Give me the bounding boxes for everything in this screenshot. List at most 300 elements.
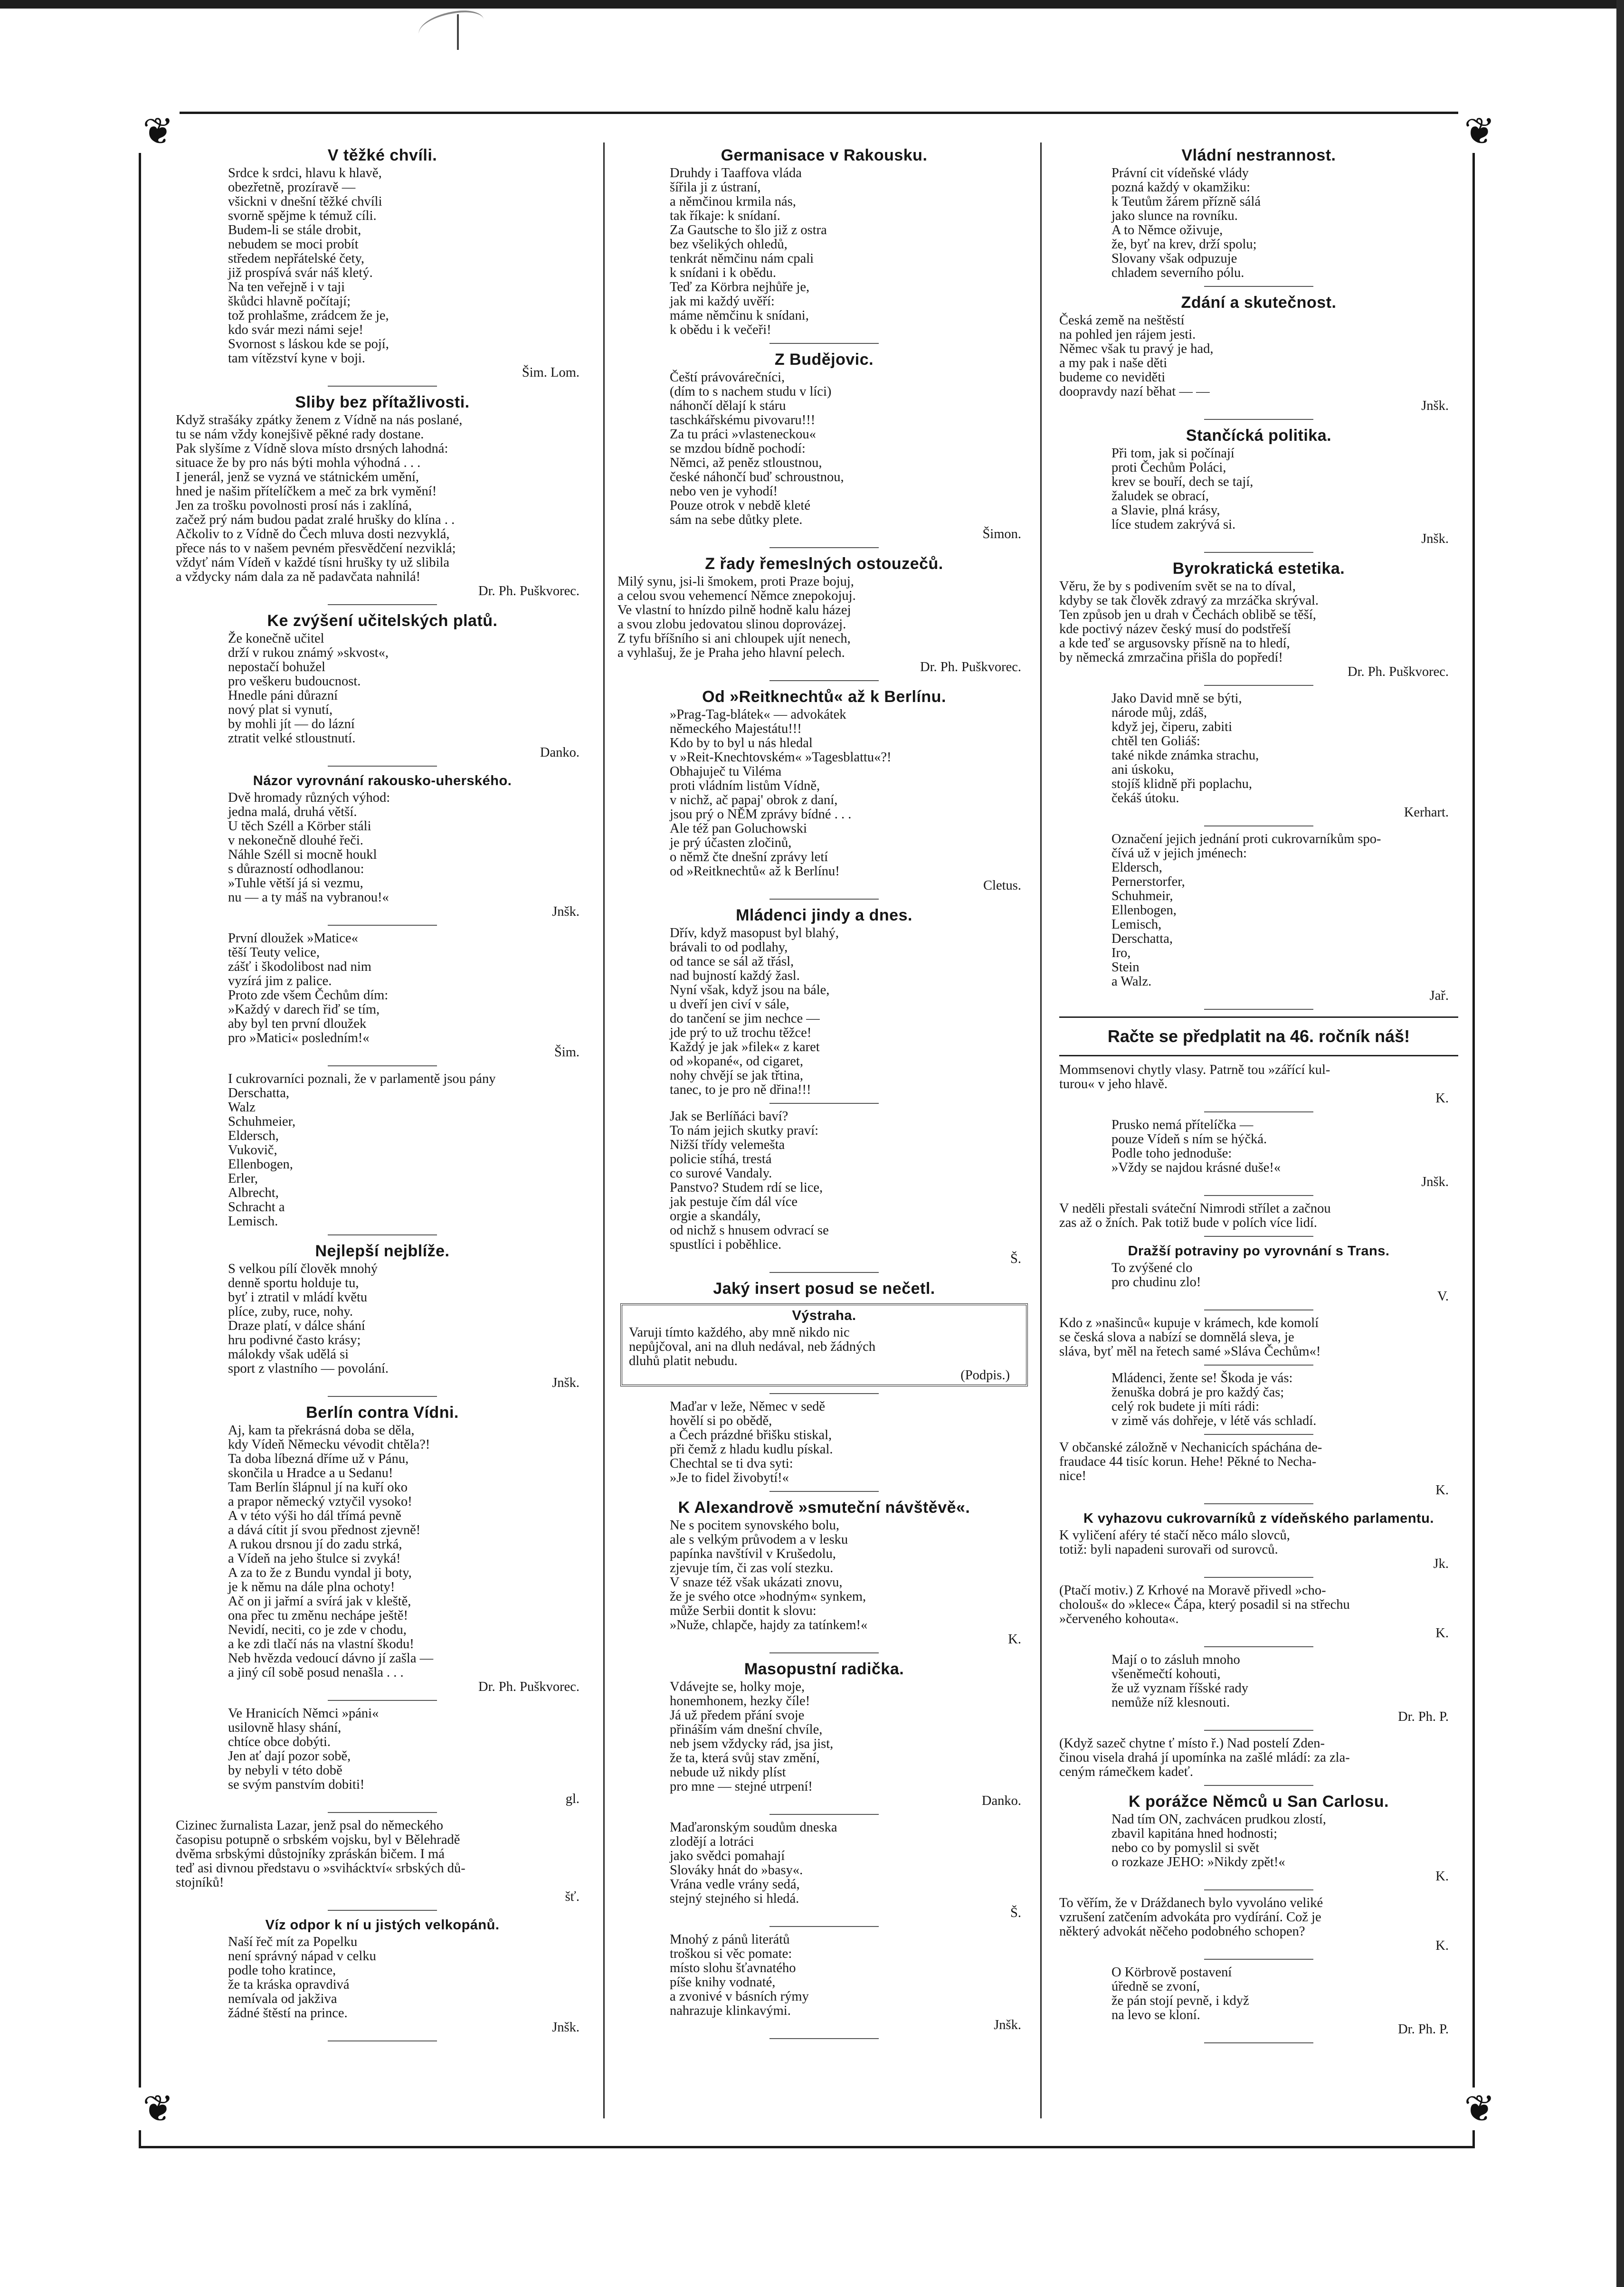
- text-line: První dloužek »Matice«: [228, 931, 358, 946]
- text-line: Derschatta,: [1111, 931, 1173, 946]
- article-title: Germanisace v Rakousku.: [721, 146, 928, 164]
- text-line: proti vládním listům Vídně,: [670, 778, 820, 793]
- signature: Š.: [1010, 1252, 1021, 1266]
- text-line: turou« v jeho hlavě.: [1059, 1077, 1168, 1091]
- text-line: nahrazuje klinkavými.: [670, 2003, 791, 2018]
- separator: [1204, 2042, 1313, 2043]
- article: [617, 1279, 1031, 1394]
- signature: Dr. Ph. Puškvorec.: [478, 584, 579, 598]
- text-line: kde poctivý název český musí do podstřeší: [1059, 622, 1291, 636]
- text-line: pro »Matici« posledním!«: [228, 1031, 370, 1045]
- text-line: dluhů platit nebudu.: [629, 1354, 738, 1368]
- text-line: obezřetně, prozíravě —: [228, 180, 356, 195]
- text-line: doopravdy nazí běhat — —: [1059, 384, 1210, 399]
- text-line: nad bujností každý žasl.: [670, 968, 800, 983]
- text-line: Mládenci, žente se! Škoda je vás:: [1111, 1371, 1293, 1385]
- text-line: Teď za Körbra nejhůře je,: [670, 280, 810, 294]
- text-line: Za Gautsche to šlo již z ostra: [670, 223, 827, 237]
- article: [1059, 426, 1458, 553]
- text-line: fraudace 44 tisíc korun. Hehe! Pěkné to Necha-: [1059, 1454, 1317, 1469]
- text-line: Hnedle páni důrazní: [228, 688, 338, 703]
- text-line: české náhončí buď schroustnou,: [670, 470, 844, 484]
- text-line: a němčinou krmila nás,: [670, 194, 796, 209]
- text-line: tanec, to je pro ně dřina!!!: [670, 1082, 811, 1097]
- separator: [769, 680, 879, 681]
- article-title: Od »Reitknechtů« až k Berlínu.: [702, 688, 946, 706]
- pencil-mark-stroke: [457, 14, 459, 50]
- text-line: v nekonečně dlouhé řeči.: [228, 833, 363, 848]
- text-line: Draze platí, v dálce shání: [228, 1319, 365, 1333]
- text-line: Pak slyšíme z Vídně slova místo drsných lahodná:: [176, 441, 448, 456]
- advertisement-title: Výstraha.: [792, 1308, 856, 1323]
- separator: [1204, 1577, 1313, 1578]
- separator: [769, 899, 879, 900]
- text-line: Jak se Berlíňáci baví?: [670, 1109, 788, 1124]
- article: [617, 350, 1031, 548]
- article-title: Z Budějovic.: [774, 351, 874, 369]
- article: [1059, 1016, 1458, 1056]
- separator: [769, 547, 879, 548]
- text-line: Chechtal se ti dva syti:: [670, 1456, 793, 1471]
- text-line: Němec však tu pravý je had,: [1059, 342, 1214, 356]
- text-line: vyzírá jim z palice.: [228, 974, 332, 988]
- article-title: Nejlepší nejblíže.: [315, 1242, 450, 1260]
- text-line: Že konečně učitel: [228, 631, 324, 646]
- article-title: Dražší potraviny po vyrovnání s Trans.: [1128, 1243, 1390, 1259]
- text-line: nohy chvějí se jak třtina,: [670, 1068, 803, 1083]
- text-line: do tančení se jim nechce —: [670, 1011, 820, 1026]
- text-line: a vyhlašuj, že je Praha jeho hlavní pelech.: [617, 645, 845, 660]
- text-line: když jej, čiperu, zabiti: [1111, 720, 1233, 734]
- article: [617, 1821, 1031, 1927]
- text-line: Maďar v leže, Němec v sedě: [670, 1399, 826, 1414]
- article: [176, 392, 589, 605]
- signature: Šim.: [554, 1045, 579, 1060]
- text-line: škůdci hlavně počítají;: [228, 294, 351, 309]
- separator: [1204, 1503, 1313, 1504]
- text-line: nebo co by pomyslil si svět: [1111, 1841, 1260, 1855]
- text-line: »Tuhle větší já si vezmu,: [228, 876, 363, 891]
- text-line: Iro,: [1111, 946, 1131, 960]
- text-line: honemhonem, hezky číle!: [670, 1694, 810, 1708]
- text-line: pouze Vídeň s ním se hýčká.: [1111, 1132, 1267, 1147]
- text-line: kdy Vídeň Německu vévodit chtěla?!: [228, 1437, 430, 1452]
- text-line: také nikde známka strachu,: [1111, 748, 1259, 763]
- signature: Dr. Ph. Puškvorec.: [920, 660, 1021, 674]
- article-title: V těžké chvíli.: [327, 146, 437, 164]
- signature: (Podpis.): [960, 1368, 1010, 1383]
- separator: [769, 1393, 879, 1394]
- separator: [769, 1652, 879, 1653]
- separator: [328, 766, 437, 767]
- text-line: a svou zlobu jedovatou slinou doprovázej.: [617, 617, 846, 632]
- separator: [1204, 1009, 1313, 1010]
- separator: [769, 2038, 879, 2039]
- subscription-announcement: Račte se předplatit na 46. ročník náš!: [1107, 1026, 1410, 1046]
- text-line: Každý je jak »filek« z karet: [670, 1040, 820, 1054]
- text-line: všickni v dnešní těžké chvíli: [228, 194, 382, 209]
- text-line: Právní cit vídeňské vlády: [1111, 166, 1249, 180]
- text-line: v zimě vás dohřeje, v létě vás schladí.: [1111, 1414, 1317, 1428]
- article-title: K porážce Němců u San Carlosu.: [1129, 1793, 1389, 1811]
- article: [1059, 1202, 1458, 1237]
- separator: [1204, 286, 1313, 287]
- text-line: Pouze otrok v nebdě kleté: [670, 498, 810, 513]
- separator: [1204, 1111, 1313, 1112]
- text-line: že pán stojí pevně, i když: [1111, 1993, 1249, 2008]
- text-line: Náhle Széll si mocně houkl: [228, 847, 377, 862]
- signature: gl.: [565, 1792, 579, 1806]
- text-line: čekáš útoku.: [1111, 791, 1179, 806]
- columns: [176, 142, 1458, 2128]
- text-line: Slováky hnát do »basy«.: [670, 1863, 803, 1878]
- article: [1059, 1653, 1458, 1731]
- article-title: Sliby bez přítažlivosti.: [295, 393, 470, 411]
- text-line: může Serbii dontit k slovu:: [670, 1604, 817, 1618]
- text-line: Derschatta,: [228, 1086, 289, 1101]
- text-line: totiž: byli napadeni surovaři od surovců.: [1059, 1542, 1278, 1557]
- article-title: Z řady řemeslných ostouzečů.: [705, 555, 943, 573]
- text-line: by německá zmrzačina přišla do popředí!: [1059, 650, 1283, 665]
- text-line: Panstvo? Studem rdí se lice,: [670, 1180, 823, 1195]
- separator: [1204, 685, 1313, 686]
- article-title: Berlín contra Vídni.: [306, 1404, 459, 1422]
- text-line: ani úskoku,: [1111, 762, 1174, 777]
- article: [1059, 1965, 1458, 2043]
- separator: [328, 2040, 437, 2041]
- text-line: Lemisch.: [228, 1214, 278, 1229]
- text-line: nový plat si vynutí,: [228, 702, 333, 717]
- text-line: Označení jejich jednání proti cukrovarníkům spo-: [1111, 832, 1381, 846]
- article: [617, 905, 1031, 1104]
- text-line: Ale též pan Goluchowski: [670, 821, 807, 836]
- signature: Cletus.: [983, 878, 1021, 893]
- signature: šť.: [565, 1889, 579, 1904]
- article: [176, 1707, 589, 1813]
- text-line: Jako David mně se býti,: [1111, 691, 1242, 706]
- text-line: tak říkaje: k snídaní.: [670, 209, 780, 223]
- text-line: zas až o žních. Pak totiž bude v polích více lidí.: [1059, 1215, 1317, 1230]
- text-line: sport z vlastního — povolání.: [228, 1361, 389, 1376]
- text-line: není správný nápad v celku: [228, 1949, 376, 1964]
- text-line: teď asi divnou představu o »svihácktví« srbských dů-: [176, 1861, 465, 1876]
- text-line: čívá už v jejich jménech:: [1111, 846, 1247, 861]
- text-line: Nevidí, neciti, co je zde v chodu,: [228, 1623, 407, 1637]
- article-title: K Alexandrově »smuteční návštěvě«.: [678, 1499, 970, 1517]
- article-title: Zdání a skutečnost.: [1181, 294, 1337, 312]
- separator: [1204, 1730, 1313, 1731]
- article: [176, 1403, 589, 1701]
- separator: [769, 343, 879, 344]
- text-line: orgie a skandály,: [670, 1209, 761, 1224]
- article: [1059, 1063, 1458, 1112]
- text-line: od tance se sál až třásl,: [670, 954, 794, 969]
- text-line: sám na sebe důtky plete.: [670, 512, 803, 527]
- text-line: Slovany však odpuzuje: [1111, 251, 1237, 266]
- text-line: chtěl ten Goliáš:: [1111, 734, 1200, 749]
- text-line: policie stíhá, trestá: [670, 1152, 772, 1167]
- text-line: kdyby se tak člověk zdravý za mrzáčka skrýval.: [1059, 593, 1319, 608]
- text-line: pro mne — stejné utrpení!: [670, 1779, 813, 1794]
- text-line: nebudem se moci probít: [228, 237, 359, 252]
- signature: K.: [1435, 1626, 1449, 1641]
- text-line: a vždycky nám dala za ně padavčata nahnilá!: [176, 569, 421, 584]
- text-line: stojíš klidně při poplachu,: [1111, 777, 1253, 791]
- signature: K.: [1435, 1483, 1449, 1498]
- text-line: k snídani i k obědu.: [670, 266, 777, 280]
- text-line: zbavil kapitána hned hodnosti;: [1111, 1826, 1278, 1841]
- signature: Šim. Lom.: [522, 365, 579, 380]
- separator: [769, 1926, 879, 1927]
- text-line: hovělí si po obědě,: [670, 1414, 772, 1428]
- text-line: Při tom, jak si počínají: [1111, 446, 1235, 461]
- text-line: Aj, kam ta překrásná doba se děla,: [228, 1423, 415, 1438]
- text-line: O Körbrově postavení: [1111, 1965, 1232, 1980]
- corner-ornament-icon: ❦: [1458, 2088, 1501, 2130]
- text-line: Mommsenovi chytly vlasy. Patrně tou »zářící kul-: [1059, 1063, 1330, 1077]
- text-line: Za tu práci »vlasteneckou«: [670, 427, 816, 442]
- text-line: jako slunce na rovníku.: [1111, 209, 1238, 223]
- article-title: Stančícká politika.: [1186, 427, 1332, 445]
- signature: Jnšk.: [552, 2020, 579, 2035]
- text-line: některý advokát něčeho podobného schopen?: [1059, 1924, 1305, 1939]
- text-line: (Když sazeč chytne ť místo ř.) Nad postelí Zden-: [1059, 1736, 1325, 1751]
- text-line: A to Němce oživuje,: [1111, 223, 1223, 237]
- article: [1059, 1737, 1458, 1786]
- separator: [1204, 1365, 1313, 1366]
- text-line: Ačkoliv to z Vídně do Čech mluva dosti nezvyklá,: [176, 527, 450, 541]
- separator: [328, 925, 437, 926]
- text-line: Čeští právovárečníci,: [670, 370, 785, 385]
- text-line: K vyličení aféry té stačí něco málo slovců,: [1059, 1528, 1290, 1543]
- advertisement-box: [620, 1303, 1028, 1386]
- text-line: Eldersch,: [1111, 860, 1162, 875]
- text-line: jsou prý o NĚM zprávy bídné . . .: [670, 807, 852, 822]
- separator: [328, 1234, 437, 1235]
- scan-border-right: [1616, 0, 1624, 2287]
- text-line: nebude už nikdy plíst: [670, 1765, 786, 1780]
- text-line: denně sportu holduje tu,: [228, 1276, 359, 1291]
- text-line: místo slohu šťavnatého: [670, 1961, 796, 1975]
- text-line: brávali to od podlahy,: [670, 940, 788, 955]
- text-line: že je svého otce »hodným« synkem,: [670, 1589, 866, 1604]
- corner-ornament-icon: ❦: [137, 110, 180, 153]
- text-line: Albrecht,: [228, 1186, 279, 1200]
- text-line: To nám jejich skutky praví:: [670, 1123, 819, 1138]
- text-line: je k němu na dále plna ochoty!: [228, 1580, 395, 1594]
- article: [617, 1933, 1031, 2039]
- separator: [1204, 552, 1313, 553]
- article: [176, 1072, 589, 1235]
- text-line: k obědu i k večeři!: [670, 323, 771, 337]
- text-line: Nyní však, když jsou na bále,: [670, 983, 830, 997]
- separator: [328, 1065, 437, 1066]
- article: [176, 1917, 589, 2041]
- signature: Š.: [1010, 1906, 1021, 1920]
- text-line: Mnohý z pánů literátů: [670, 1932, 790, 1947]
- text-line: ale s velkým průvodem a v lesku: [670, 1532, 848, 1547]
- scan-border-top: [0, 0, 1624, 9]
- text-line: o rozkaze JEHO: »Nikdy zpět!«: [1111, 1855, 1285, 1869]
- signature: Danko.: [981, 1794, 1021, 1808]
- text-line: Jen ať dají pozor sobě,: [228, 1749, 351, 1764]
- text-line: nemůže níž klesnouti.: [1111, 1695, 1230, 1710]
- text-line: líce studem zakrývá si.: [1111, 517, 1236, 532]
- text-line: činou visela drahá jí upomínka na zašlé mládí: za zla-: [1059, 1750, 1350, 1765]
- separator: [1204, 1646, 1313, 1647]
- text-line: tam vítězství kyne v boji.: [228, 351, 365, 366]
- text-line: od »Reitknechtů« až k Berlínu!: [670, 864, 840, 879]
- separator: [1204, 1959, 1313, 1960]
- text-line: od nichž s hnusem odvrací se: [670, 1223, 829, 1238]
- signature: Jař.: [1429, 988, 1449, 1003]
- signature: Dr. Ph. Puškvorec.: [1348, 664, 1449, 679]
- article-title: Víz odpor k ní u jistých velkopánů.: [265, 1917, 500, 1933]
- text-line: taschkářskému pivovaru!!!: [670, 413, 816, 427]
- text-line: Obhajuječ tu Viléma: [670, 764, 782, 779]
- text-line: a kde teď se argusovsky přísně na to hledí,: [1059, 636, 1290, 651]
- text-line: Maďaronským soudům dneska: [670, 1820, 837, 1835]
- text-line: ztratit velké stloustnutí.: [228, 731, 356, 746]
- article-title: K vyhazovu cukrovarníků z vídeňského parlamentu.: [1083, 1511, 1434, 1526]
- text-line: na levo se kloní.: [1111, 2008, 1200, 2022]
- text-line: málokdy však udělá si: [228, 1347, 349, 1362]
- signature: Jnšk.: [1421, 399, 1449, 413]
- text-line: Věru, že by s podivením svět se na to díval,: [1059, 579, 1296, 594]
- text-line: by nebyli v této době: [228, 1763, 342, 1778]
- text-line: Varuji tímto každého, aby mně nikdo nic: [629, 1325, 850, 1340]
- text-line: Proto zde všem Čechům dím:: [228, 988, 389, 1003]
- article: [617, 1659, 1031, 1815]
- corner-ornament-icon: ❦: [137, 2088, 180, 2130]
- article-title: Vládní nestrannost.: [1181, 146, 1336, 164]
- separator: [1204, 1434, 1313, 1435]
- text-line: Nad tím ON, zachvácen prudkou zlostí,: [1111, 1812, 1326, 1827]
- text-line: a Vídeň na jeho štulce si zvyká!: [228, 1551, 401, 1566]
- article: [1059, 692, 1458, 826]
- separator: [1204, 419, 1313, 420]
- text-line: hned je našim přítelíčkem a meč za brk vymění!: [176, 484, 437, 499]
- text-line: Milý synu, jsi-li šmokem, proti Praze bojuj,: [617, 574, 854, 589]
- text-line: cholouš« do »klece« Čápa, který posadil si na střechu: [1059, 1597, 1350, 1612]
- text-line: Lemisch,: [1111, 917, 1162, 932]
- article: [1059, 832, 1458, 1010]
- text-line: »Prag-Tag-blátek« — advokátek: [670, 707, 846, 722]
- text-line: svorně spějme k témuž cíli.: [228, 209, 377, 223]
- text-line: pro veškeru budoucnost.: [228, 674, 361, 689]
- signature: Jk.: [1433, 1556, 1449, 1571]
- text-line: Cizinec žurnalista Lazar, jenž psal do německého: [176, 1818, 444, 1833]
- text-line: Dvě hromady různých výhod:: [228, 790, 390, 805]
- text-line: celý rok budete ji míti rádi:: [1111, 1399, 1260, 1414]
- text-line: nebo ven je vyhodí!: [670, 484, 778, 499]
- article: [1059, 1316, 1458, 1366]
- signature: Jnšk.: [1421, 531, 1449, 546]
- text-line: a celou svou vehemencí Němce znepokojuj.: [617, 588, 856, 603]
- text-line: ceným rámečkem kadeť.: [1059, 1765, 1193, 1779]
- text-line: a jiný cíl sobě posud nenašla . . .: [228, 1665, 404, 1680]
- text-line: Mají o to zásluh mnoho: [1111, 1652, 1240, 1667]
- separator: [769, 1103, 879, 1104]
- article: [176, 772, 589, 926]
- separator: [769, 1491, 879, 1492]
- text-line: začež prý nám budou padat zralé hrušky do klína . .: [176, 512, 455, 527]
- divider: [1059, 1055, 1458, 1056]
- signature: K.: [1435, 1869, 1449, 1884]
- text-line: a Čech prázdné břišku stiskal,: [670, 1428, 832, 1442]
- text-line: žádné štěstí na prince.: [228, 2006, 348, 2021]
- separator: [1204, 1195, 1313, 1196]
- text-line: hru podivné často krásy;: [228, 1333, 361, 1348]
- text-line: pro chudinu zlo!: [1111, 1275, 1201, 1290]
- text-line: Prusko nemá přítelíčka —: [1111, 1118, 1254, 1132]
- text-line: a ke zdi tlačí nás na vlastní škodu!: [228, 1637, 414, 1651]
- text-line: dvěma srbskými důstojníky zpráskán bičem. I má: [176, 1847, 445, 1861]
- text-line: zjevuje tím, či zas volí stezku.: [670, 1561, 834, 1575]
- text-line: chladem severního pólu.: [1111, 266, 1244, 280]
- text-line: co surové Vandaly.: [670, 1166, 772, 1181]
- text-line: (Ptačí motiv.) Z Krhové na Moravě přivedl »cho-: [1059, 1583, 1326, 1598]
- article: [1059, 1792, 1458, 1890]
- text-line: Já už předem přání svoje: [670, 1708, 805, 1723]
- text-line: situace že by pro nás býti mohla výhodná . . .: [176, 456, 421, 470]
- text-line: a prapor německý vztyčil vysoko!: [228, 1494, 412, 1509]
- separator: [769, 1272, 879, 1273]
- text-line: ona přec tu změnu nechápe ještě!: [228, 1608, 408, 1623]
- signature: Jnšk.: [552, 904, 579, 919]
- article-title: Mládenci jindy a dnes.: [736, 906, 912, 924]
- article: [617, 687, 1031, 900]
- text-line: proti Čechům Poláci,: [1111, 460, 1226, 475]
- text-line: jedna malá, druhá větší.: [228, 805, 357, 819]
- text-line: a zvonivé v básních rýmy: [670, 1989, 809, 2004]
- text-line: I cukrovarníci poznali, že v parlamentě jsou pány: [228, 1072, 496, 1086]
- text-line: Schuhmeier,: [228, 1114, 296, 1129]
- article: [617, 1400, 1031, 1492]
- signature: Šimon.: [982, 527, 1021, 541]
- text-line: Budem-li se stále drobit,: [228, 223, 361, 237]
- signature: Jnšk.: [1421, 1175, 1449, 1189]
- text-line: vždyť nám Vídeň v každé tísni hrušky ty už slibila: [176, 555, 450, 570]
- text-line: I jenerál, jenž se vyzná ve státnickém umění,: [176, 470, 419, 484]
- text-line: V občanské záložně v Nechanicích spáchána de-: [1059, 1440, 1322, 1455]
- text-line: Ač on ji jařmí a svírá jak v kleště,: [228, 1594, 411, 1609]
- text-line: A za to že z Bundu vyndal ji boty,: [228, 1566, 412, 1580]
- text-line: »Vždy se najdou krásné duše!«: [1111, 1160, 1281, 1175]
- text-line: při čemž z hladu kudlu pískal.: [670, 1442, 833, 1457]
- text-line: Když strašáky zpátky ženem z Vídně na nás poslané,: [176, 413, 463, 427]
- text-line: »červeného kohouta«.: [1059, 1612, 1179, 1626]
- separator: [328, 1700, 437, 1701]
- signature: Danko.: [540, 745, 579, 760]
- text-line: a dává cítit jí svou přednost zjevně!: [228, 1523, 421, 1537]
- text-line: Z tyfu bříšního si ani chloupek ujít nenech,: [617, 631, 851, 646]
- article: [1059, 1371, 1458, 1435]
- text-line: tenkrát němčinu nám cpali: [670, 251, 814, 266]
- text-line: jak mi každý uvěří:: [670, 294, 775, 309]
- separator: [328, 386, 437, 387]
- article: [176, 145, 589, 387]
- text-line: Nižší třídy velemešta: [670, 1138, 785, 1152]
- separator: [328, 1812, 437, 1813]
- separator: [1204, 1889, 1313, 1890]
- text-line: a Walz.: [1111, 974, 1152, 989]
- text-line: skončila u Hradce a u Sedanu!: [228, 1466, 393, 1480]
- text-line: přináším vám dnešní chvíle,: [670, 1722, 823, 1737]
- article: [617, 145, 1031, 344]
- text-line: A v této výši ho dál třímá pevně: [228, 1509, 401, 1523]
- text-line: U těch Széll a Körber stáli: [228, 819, 371, 834]
